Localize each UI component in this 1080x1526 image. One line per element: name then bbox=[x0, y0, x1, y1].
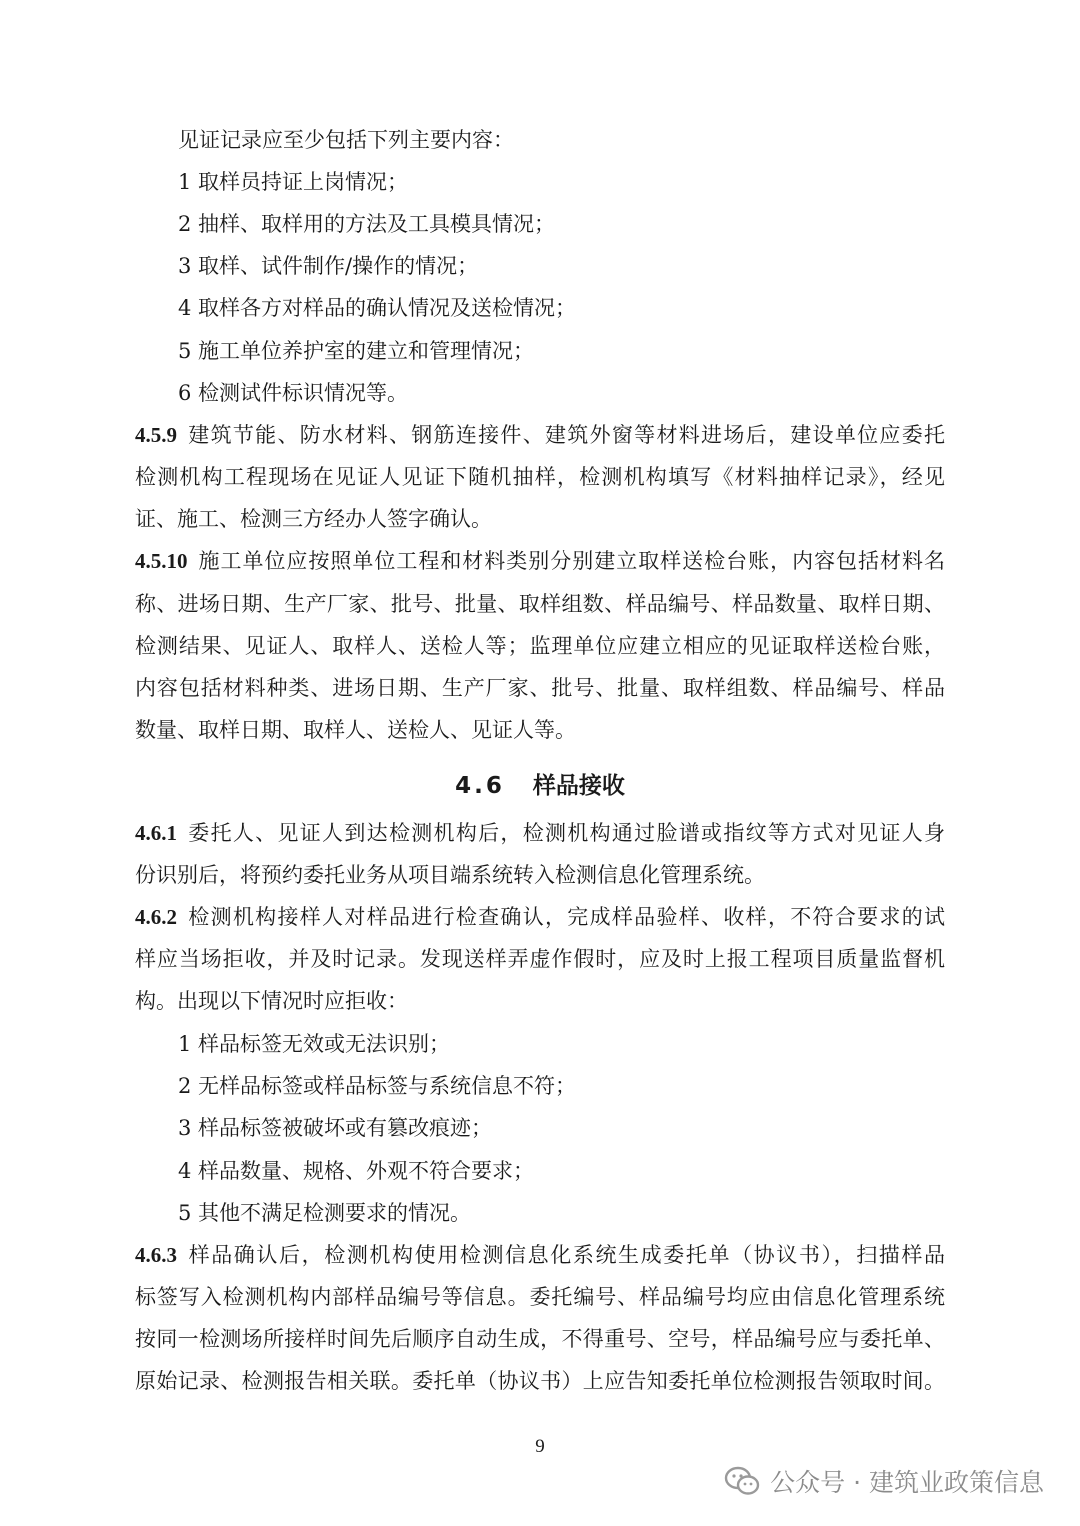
clause-number: 4.5.9 bbox=[135, 423, 177, 447]
list-item: 5 其他不满足检测要求的情况。 bbox=[178, 1201, 472, 1225]
list-item: 1 样品标签无效或无法识别； bbox=[178, 1032, 451, 1056]
clause-462-line: 构。出现以下情况时应拒收： bbox=[135, 989, 408, 1013]
clause-4510-line: 称、进场日期、生产厂家、批号、批量、取样组数、样品编号、样品数量、取样日期、 bbox=[135, 592, 945, 616]
wechat-icon bbox=[724, 1466, 760, 1496]
clause-463-line: 标签写入检测机构内部样品编号等信息。委托编号、样品编号均应由信息化管理系统 bbox=[135, 1285, 945, 1309]
clause-459-line bbox=[135, 421, 945, 449]
list-item: 4 取样各方对样品的确认情况及送检情况； bbox=[178, 296, 577, 320]
clause-4510-line: 数量、取样日期、取样人、送检人、见证人等。 bbox=[135, 718, 576, 742]
list-item: 1 取样员持证上岗情况； bbox=[178, 170, 409, 194]
clause-text: 样品确认后，检测机构使用检测信息化系统生成委托单（协议书），扫描样品 bbox=[187, 1243, 945, 1267]
clause-463-line bbox=[135, 1241, 945, 1269]
clause-number: 4.5.10 bbox=[135, 549, 188, 573]
clause-4510-line: 检测结果、见证人、取样人、送检人等；监理单位应建立相应的见证取样送检台账， bbox=[135, 634, 945, 658]
clause-text: 检测机构接样人对样品进行检查确认，完成样品验样、收样，不符合要求的试 bbox=[187, 905, 945, 929]
clause-text: 施工单位应按照单位工程和材料类别分别建立取样送检台账，内容包括材料名 bbox=[197, 549, 945, 573]
list-item: 3 取样、试件制作/操作的情况； bbox=[178, 254, 479, 278]
clause-4510-line: 内容包括材料种类、进场日期、生产厂家、批号、批量、取样组数、样品编号、样品 bbox=[135, 676, 945, 700]
list-item: 4 样品数量、规格、外观不符合要求； bbox=[178, 1159, 535, 1183]
section-heading bbox=[0, 769, 1080, 803]
list-item: 3 样品标签被破坏或有篡改痕迹； bbox=[178, 1116, 493, 1140]
clause-4510-line bbox=[135, 547, 945, 575]
clause-number: 4.6.3 bbox=[135, 1243, 177, 1267]
clause-number: 4.6.1 bbox=[135, 821, 177, 845]
intro-line: 见证记录应至少包括下列主要内容： bbox=[178, 128, 514, 152]
clause-text: 建筑节能、防水材料、钢筋连接件、建筑外窗等材料进场后，建设单位应委托 bbox=[187, 423, 945, 447]
page-number: 9 bbox=[535, 1436, 545, 1457]
list-item: 5 施工单位养护室的建立和管理情况； bbox=[178, 339, 535, 363]
clause-number: 4.6.2 bbox=[135, 905, 177, 929]
clause-text: 委托人、见证人到达检测机构后，检测机构通过脸谱或指纹等方式对见证人身 bbox=[187, 821, 945, 845]
clause-463-line: 原始记录、检测报告相关联。委托单（协议书）上应告知委托单位检测报告领取时间。 bbox=[135, 1369, 945, 1393]
watermark bbox=[724, 1461, 1044, 1501]
clause-462-line: 样应当场拒收，并及时记录。发现送样弄虚作假时，应及时上报工程项目质量监督机 bbox=[135, 947, 945, 971]
section-number: 4.6 bbox=[455, 773, 505, 799]
section-title: 样品接收 bbox=[532, 773, 625, 799]
list-item: 6 检测试件标识情况等。 bbox=[178, 381, 409, 405]
watermark-text: 公众号 · 建筑业政策信息 bbox=[770, 1468, 1044, 1497]
list-item: 2 抽样、取样用的方法及工具模具情况； bbox=[178, 212, 556, 236]
clause-463-line: 按同一检测场所接样时间先后顺序自动生成，不得重号、空号，样品编号应与委托单、 bbox=[135, 1327, 945, 1351]
clause-461-line bbox=[135, 819, 945, 847]
clause-461-line: 份识别后，将预约委托业务从项目端系统转入检测信息化管理系统。 bbox=[135, 863, 765, 887]
clause-462-line bbox=[135, 903, 945, 931]
list-item: 2 无样品标签或样品标签与系统信息不符； bbox=[178, 1074, 577, 1098]
clause-459-line: 检测机构工程现场在见证人见证下随机抽样，检测机构填写《材料抽样记录》，经见 bbox=[135, 465, 945, 489]
clause-459-line: 证、施工、检测三方经办人签字确认。 bbox=[135, 507, 492, 531]
